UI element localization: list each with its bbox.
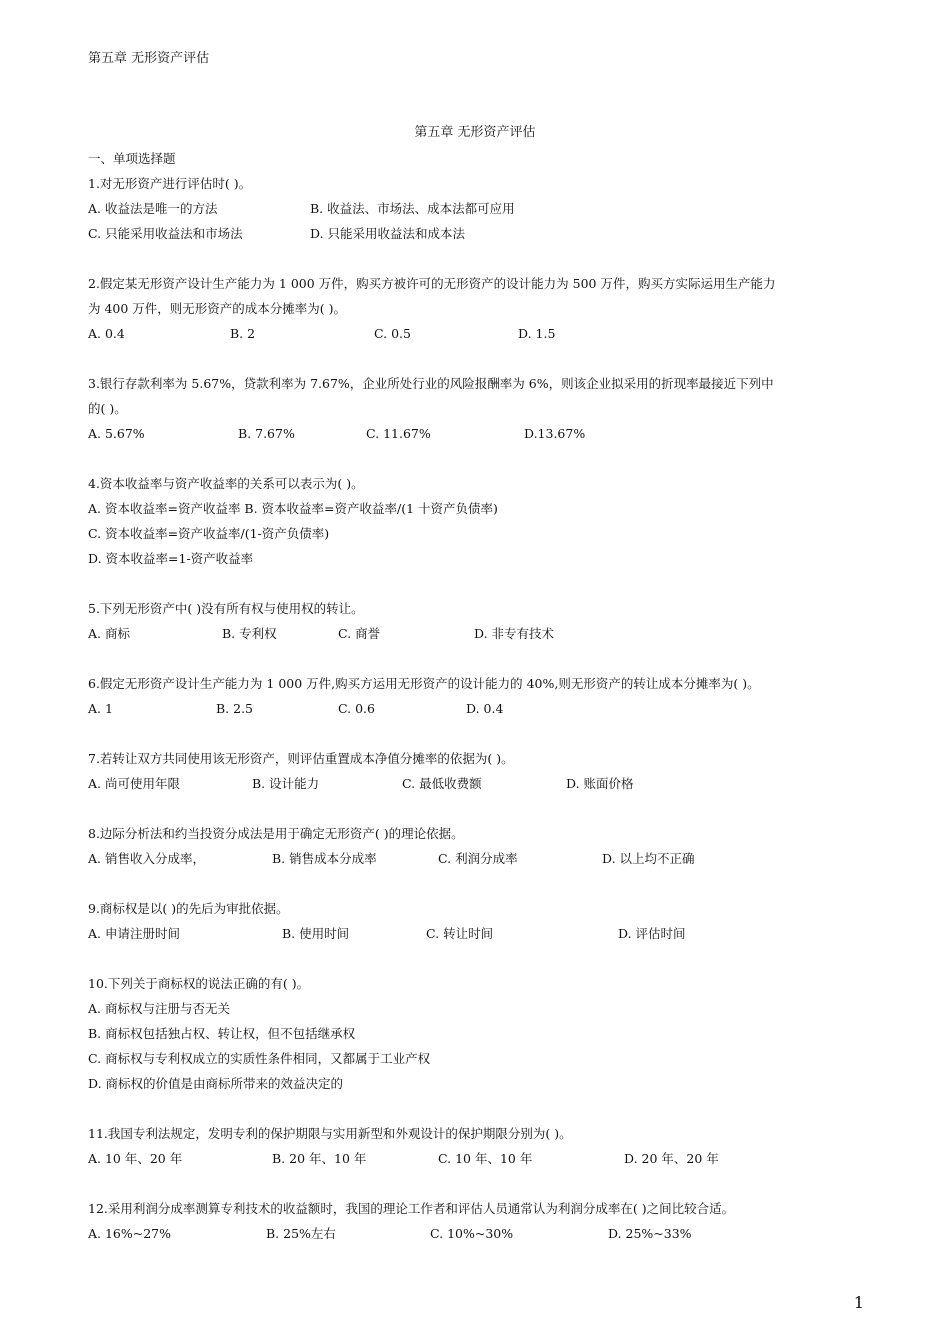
option-c: C. 0.6 [338,701,375,716]
question-text: 8.边际分析法和约当投资分成法是用于确定无形资产( )的理论依据。 [88,826,464,841]
question-text: 9.商标权是以( )的先后为审批依据。 [88,901,289,916]
option-d: D. 20 年、20 年 [624,1151,719,1166]
question-text: 2.假定某无形资产设计生产能力为 1 000 万件，购买方被许可的无形资产的设计能力为 500 万件，购买方实际运用生产能力 [88,276,776,291]
option-c: C. 最低收费额 [402,776,482,791]
question-1 [88,171,878,246]
option-b: B. 2.5 [216,701,254,716]
option-c: C. 10 年、10 年 [438,1151,533,1166]
question-2 [88,271,878,346]
option-b: B. 7.67% [238,426,295,441]
option-a: A. 销售收入分成率， [88,851,205,866]
option-b: B. 25%左右 [266,1226,336,1241]
option-a: A. 10 年、20 年 [88,1151,183,1166]
option-b: B. 收益法、市场法、成本法都可应用 [310,201,515,216]
option-c: C. 商誉 [338,626,381,641]
question-5 [88,596,878,646]
option-d: D. 25%~33% [608,1226,692,1241]
option-a: A. 收益法是唯一的方法 [88,201,218,216]
option-a: A. 商标权与注册与否无关 [88,1001,230,1016]
option-c: C. 11.67% [366,426,431,441]
option-a: A. 商标 [88,626,130,641]
question-7 [88,746,878,796]
page-header: 第五章 无形资产评估 [88,51,210,66]
question-9 [88,896,878,946]
option-a: A. 16%~27% [88,1226,172,1241]
question-4 [88,471,878,571]
document-body [88,146,878,1271]
option-d: D. 只能采用收益法和成本法 [310,226,466,241]
option-b: B. 2 [230,326,256,341]
option-d: D. 以上均不正确 [602,851,695,866]
option-d: D. 非专有技术 [474,626,555,641]
option-c: C. 只能采用收益法和市场法 [88,226,243,241]
section-heading: 一、单项选择题 [88,151,176,166]
option-c: C. 利润分成率 [438,851,518,866]
question-text: 12.采用利润分成率测算专利技术的收益额时，我国的理论工作者和评估人员通常认为利润分成率在( )之间比较合适。 [88,1201,735,1216]
question-8 [88,821,878,871]
option-b: B. 使用时间 [282,926,350,941]
option-c: C. 商标权与专利权成立的实质性条件相同，又都属于工业产权 [88,1051,431,1066]
question-10 [88,971,878,1096]
question-text: 11.我国专利法规定，发明专利的保护期限与实用新型和外观设计的保护期限分别为( )。 [88,1126,572,1141]
option-c: C. 资本收益率=资产收益率/(1-资产负债率) [88,526,330,541]
option-a: A. 尚可使用年限 [88,776,180,791]
option-b: B. 销售成本分成率 [272,851,377,866]
option-a: A. 0.4 [88,326,125,341]
option-b: B. 商标权包括独占权、转让权，但不包括继承权 [88,1026,356,1041]
question-text-cont: 的( )。 [88,401,127,416]
option-b: B. 20 年、10 年 [272,1151,367,1166]
option-b: B. 设计能力 [252,776,320,791]
option-d: D. 商标权的价值是由商标所带来的效益决定的 [88,1076,344,1091]
option-d: D. 1.5 [518,326,556,341]
question-text: 4.资本收益率与资产收益率的关系可以表示为( )。 [88,476,364,491]
option-a: A. 5.67% [88,426,145,441]
option-a: A. 1 [88,701,113,716]
question-text: 7.若转让双方共同使用该无形资产，则评估重置成本净值分摊率的依据为( )。 [88,751,514,766]
option-c: C. 0.5 [374,326,411,341]
option-d: D. 账面价格 [566,776,634,791]
option-d: D. 资本收益率=1-资产收益率 [88,551,254,566]
document-title: 第五章 无形资产评估 [414,125,536,140]
option-a: A. 申请注册时间 [88,926,180,941]
page-number: 1 [853,1293,864,1312]
question-text: 10.下列关于商标权的说法正确的有( )。 [88,976,310,991]
question-12 [88,1196,878,1246]
question-text: 3.银行存款利率为 5.67%，贷款利率为 7.67%，企业所处行业的风险报酬率为 6%，则该企业拟采用的折现率最接近下列中 [88,376,774,391]
option-d: D.13.67% [524,426,586,441]
question-11 [88,1121,878,1171]
question-6 [88,671,878,721]
option-c: C. 转让时间 [426,926,494,941]
question-text: 1.对无形资产进行评估时( )。 [88,176,252,191]
option-b: B. 专利权 [222,626,277,641]
question-text: 6.假定无形资产设计生产能力为 1 000 万件,购买方运用无形资产的设计能力的 40%,则无形资产的转让成本分摊率为( )。 [88,676,760,691]
question-3 [88,371,878,446]
option-d: D. 0.4 [466,701,504,716]
question-text: 5.下列无形资产中( )没有所有权与使用权的转让。 [88,601,364,616]
option-d: D. 评估时间 [618,926,686,941]
option-ab: A. 资本收益率=资产收益率 B. 资本收益率=资产收益率/(1 十资产负债率) [88,501,498,516]
question-text-cont: 为 400 万件，则无形资产的成本分摊率为( )。 [88,301,347,316]
option-c: C. 10%~30% [430,1226,514,1241]
